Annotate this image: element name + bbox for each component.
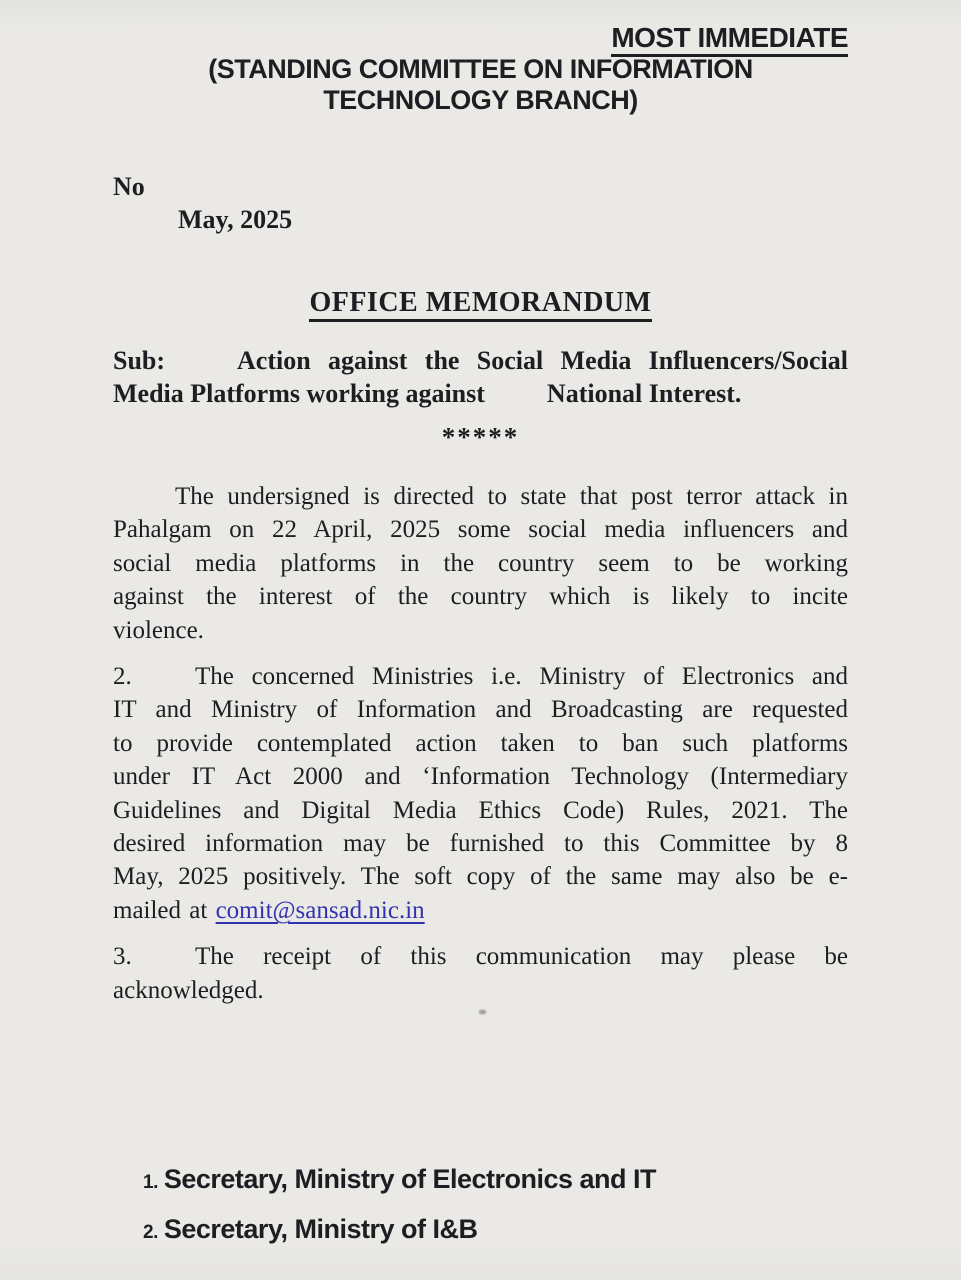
recipient-label: Secretary, Ministry of Electronics and IT xyxy=(163,1164,657,1194)
subject-line-1 xyxy=(113,344,848,377)
subject-text-1: Action against the Social Media Influencers/Social xyxy=(237,346,848,375)
subject-text-2a: Media Platforms working against xyxy=(113,379,485,408)
paragraph-1 xyxy=(113,480,848,647)
text-line: violence. xyxy=(113,616,204,644)
subject-label: Sub: xyxy=(113,346,166,375)
subject-block xyxy=(113,344,848,410)
text-line: May, 2025 positively. The soft copy of the same may also be e- xyxy=(113,863,848,891)
paragraph-number: 3. xyxy=(113,943,132,971)
memo-title: OFFICE MEMORANDUM xyxy=(309,287,651,322)
recipient-item-2 xyxy=(143,1213,656,1246)
text-line: acknowledged. xyxy=(113,976,264,1004)
org-name-line-1: (STANDING COMMITTEE ON INFORMATION xyxy=(208,54,753,84)
email-link[interactable]: comit@sansad.nic.in xyxy=(215,896,425,924)
paragraph-2 xyxy=(113,660,848,927)
text-line: The undersigned is directed to state that post terror attack in xyxy=(175,483,848,510)
subject-line-2 xyxy=(113,377,848,410)
paragraph-number: 2. xyxy=(113,663,132,691)
subject-text-2b: National Interest. xyxy=(546,379,742,408)
text-line: IT and Ministry of Information and Broadcasting are requested xyxy=(113,696,848,724)
memo-title-line xyxy=(113,286,848,320)
separator-stars: ***** xyxy=(441,422,520,452)
text-line: under IT Act 2000 and ‘Information Technology (Intermediary xyxy=(113,763,848,791)
text-line: to provide contemplated action taken to ban such platforms xyxy=(113,729,848,757)
recipients-list xyxy=(143,1163,656,1263)
text-line: mailed at comit@sansad.nic.in xyxy=(113,896,425,924)
priority-tag: MOST IMMEDIATE xyxy=(611,22,848,57)
reference-number-label: No xyxy=(113,172,145,201)
paragraph-3 xyxy=(113,940,848,1007)
recipient-label: Secretary, Ministry of I&B xyxy=(163,1214,478,1244)
text-line: Guidelines and Digital Media Ethics Code) Rules, 2021. The xyxy=(113,796,848,824)
scan-speck xyxy=(478,1009,487,1015)
text-line: desired information may be furnished to this Committee by 8 xyxy=(113,830,848,858)
text-line: Pahalgam on 22 April, 2025 some social media influencers and xyxy=(113,516,848,544)
recipient-item-1 xyxy=(143,1163,656,1196)
priority-line xyxy=(113,22,848,54)
recipient-number: 1. xyxy=(143,1172,158,1193)
text-line: 3. The receipt of this communication may please be xyxy=(113,940,848,973)
text-line: social media platforms in the country seem to be working xyxy=(113,549,848,577)
text-line: against the interest of the country which is likely to incite xyxy=(113,583,848,611)
text-line: 2. The concerned Ministries i.e. Ministry of Electronics and xyxy=(113,660,848,693)
org-name-line-2: TECHNOLOGY BRANCH) xyxy=(323,85,638,115)
date-line: May, 2025 xyxy=(178,205,293,234)
recipient-number: 2. xyxy=(143,1222,158,1243)
